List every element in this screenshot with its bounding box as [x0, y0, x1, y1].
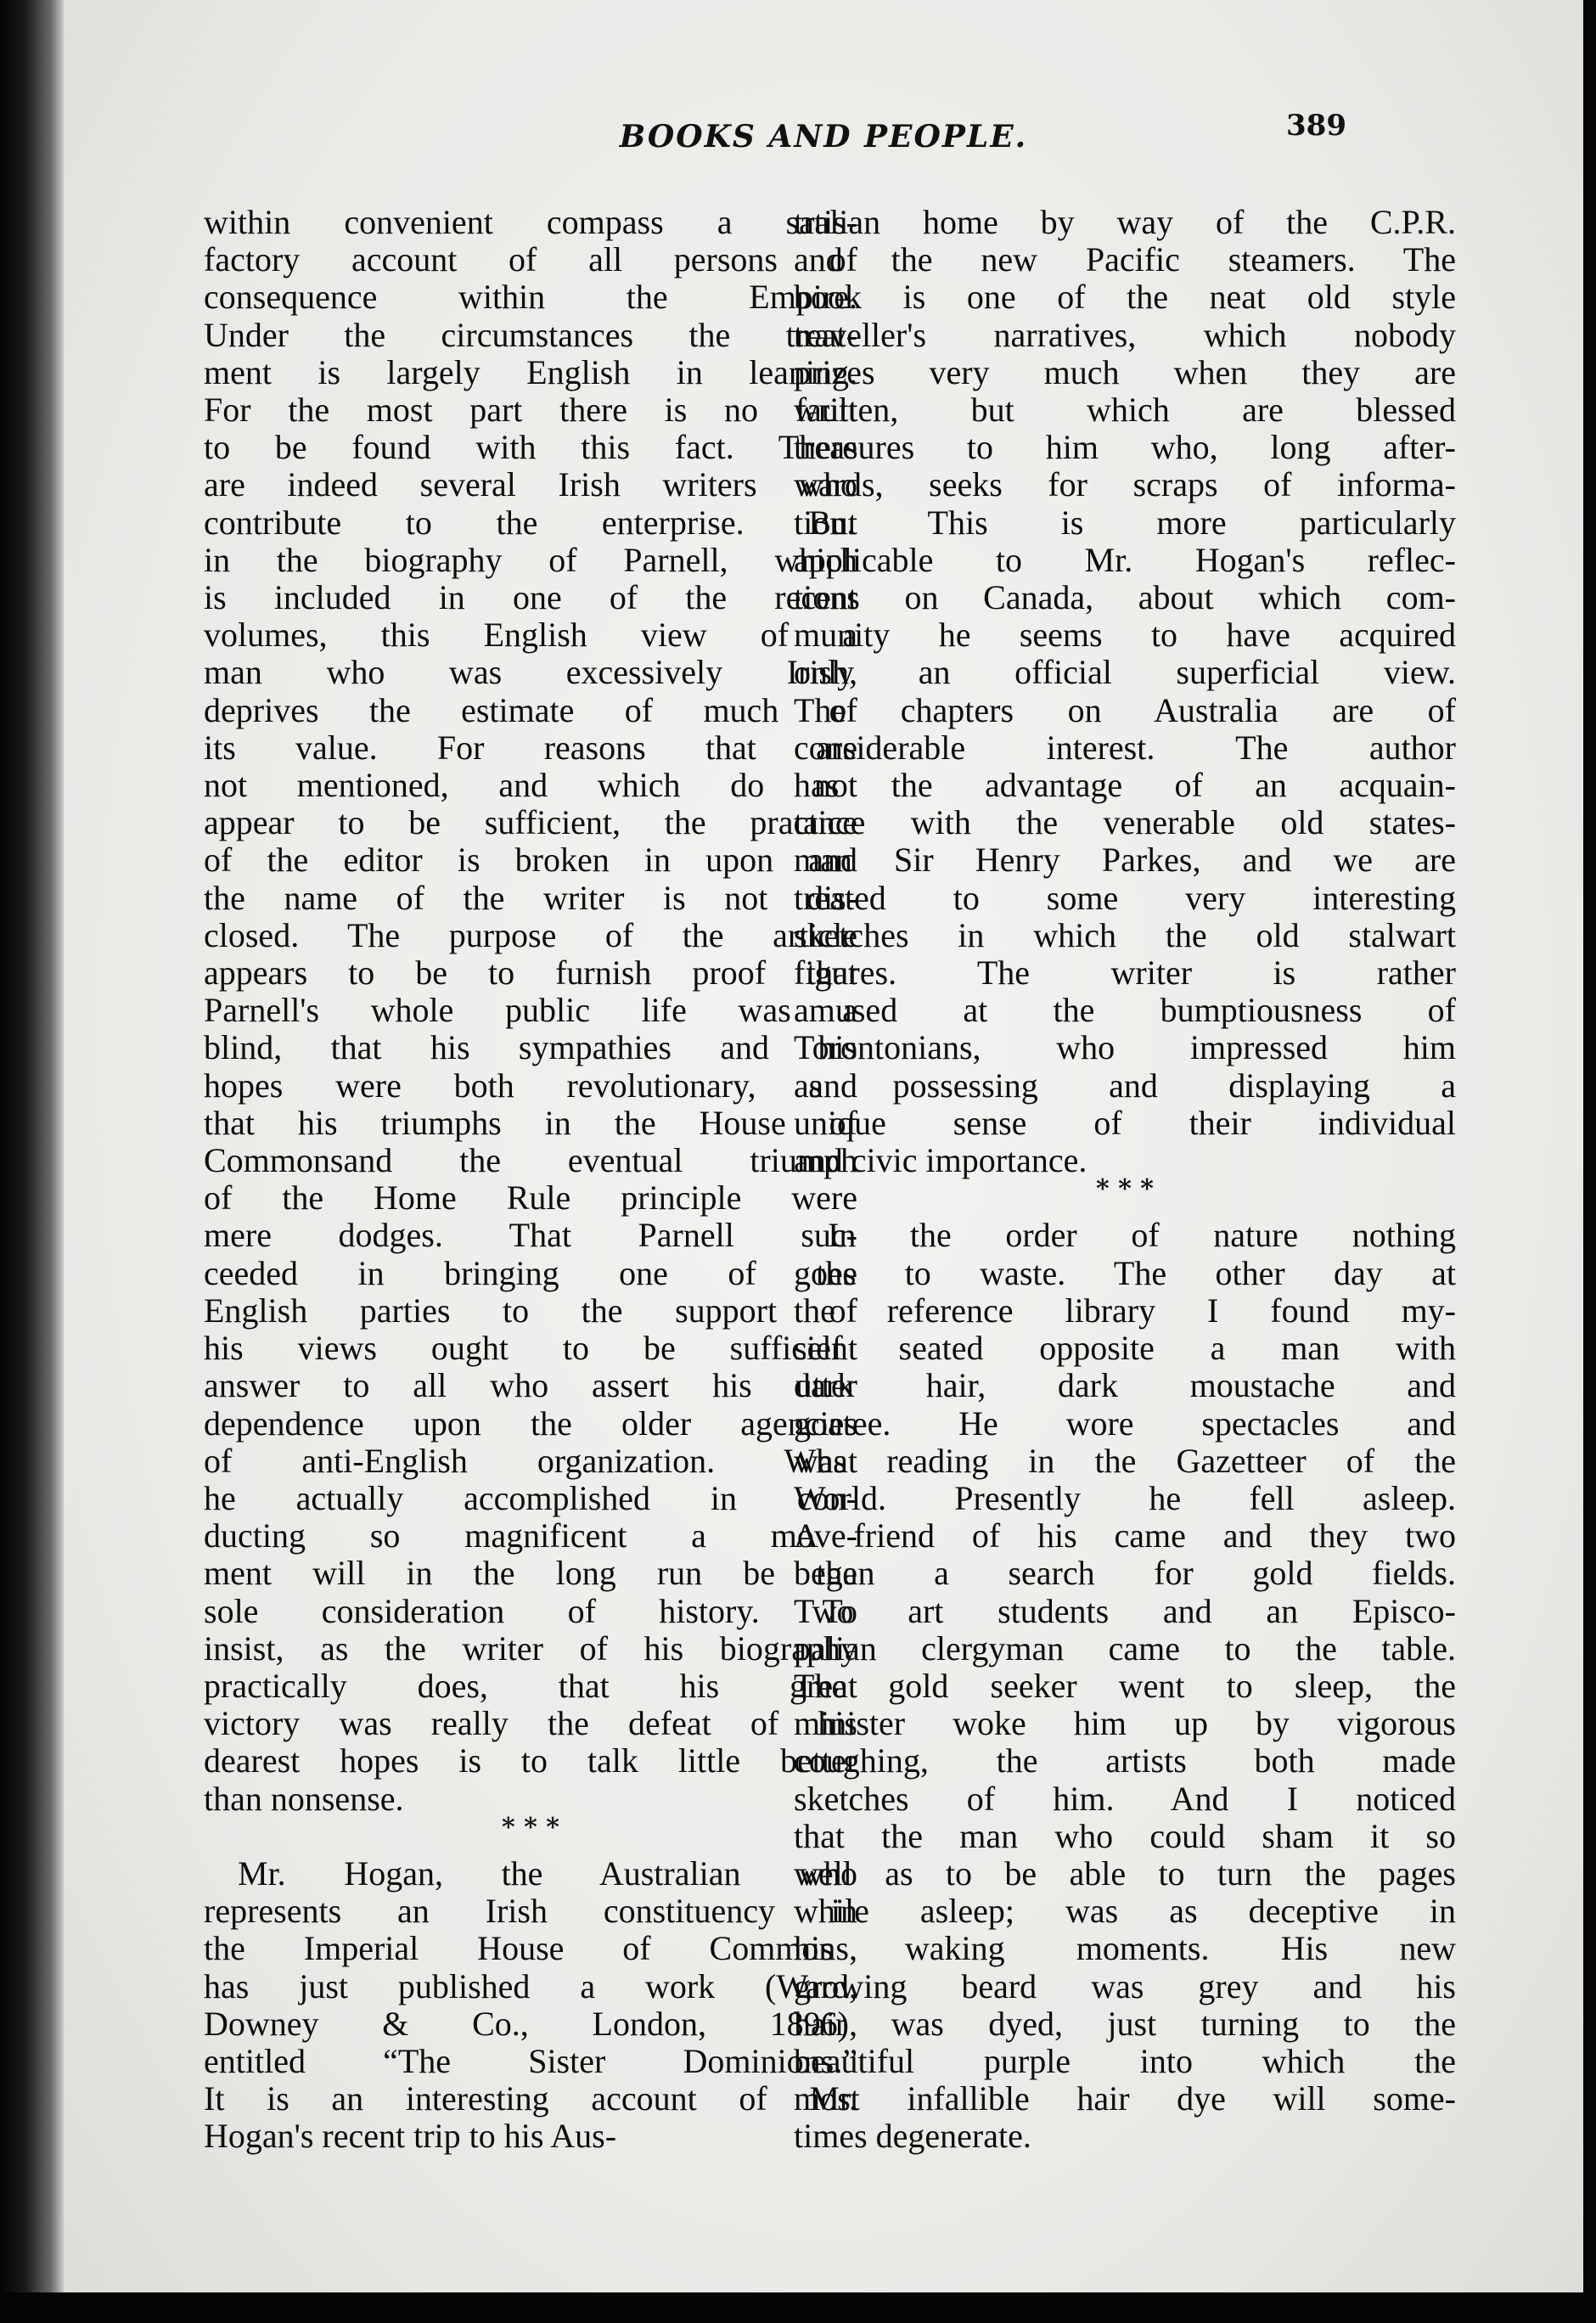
text-line: well as to be able to turn the pages [794, 1853, 1456, 1893]
text-line: The chapters on Australia are of [794, 690, 1456, 729]
text-line: tralian home by way of the C.P.R. [794, 203, 1456, 241]
text-line: Torontonians, who impressed him [794, 1028, 1456, 1067]
text-line: entitled “The Sister Dominions.” [204, 2041, 857, 2080]
text-line: Hogan's recent trip to his Aus- [204, 2117, 617, 2156]
text-line: book is one of the neat old style [794, 278, 1456, 317]
text-line: most infallible hair dye will some- [794, 2079, 1456, 2118]
text-line: applicable to Mr. Hogan's reflec- [794, 540, 1456, 579]
section-separator-asterism: * * * [502, 1812, 559, 1842]
text-line: tance with the venerable old states- [794, 803, 1456, 842]
text-line: It is an interesting account of Mr. [204, 2079, 857, 2118]
text-line: Commonsand the eventual triumph [204, 1141, 857, 1180]
text-line: practically does, that his great [204, 1666, 857, 1705]
text-line: hopes were both revolutionary, and [204, 1066, 857, 1105]
text-line: ceeded in bringing one of the [204, 1253, 857, 1292]
page-number: 389 [1286, 109, 1346, 143]
text-line: his views ought to be sufficient [204, 1329, 857, 1368]
text-line: munity he seems to have acquired [794, 616, 1456, 655]
text-line: his waking moments. His new [794, 1929, 1456, 1968]
text-line: written, but which are blessed [794, 391, 1456, 430]
text-line: man who was excessively Irish, [204, 653, 857, 692]
text-line: ment is largely English in leaning. [204, 352, 857, 391]
text-line: treated to some very interesting [794, 878, 1456, 917]
text-line: that the man who could sham it so [794, 1816, 1456, 1855]
text-line: and the new Pacific steamers. The [794, 240, 1456, 279]
text-line: was reading in the Gazetteer of the [794, 1441, 1456, 1480]
text-line: prizes very much when they are [794, 352, 1456, 391]
text-line: tion. This is more particularly [794, 503, 1456, 542]
text-line: in the biography of Parnell, which [204, 540, 857, 579]
scan-bottom-edge [0, 2292, 1596, 2323]
text-line: dearest hopes is to talk little better [204, 1741, 857, 1780]
text-line: coughing, the artists both made [794, 1741, 1456, 1780]
text-line: than nonsense. [204, 1779, 404, 1818]
scan-left-margin-shadow [0, 0, 64, 2323]
text-line: In the order of nature nothing [828, 1216, 1456, 1255]
text-line: has the advantage of an acquain- [794, 766, 1456, 805]
text-line: contribute to the enterprise. But [204, 503, 857, 542]
text-line: blind, that his sympathies and his [204, 1028, 857, 1067]
text-line: ment will in the long run be the [204, 1554, 857, 1593]
text-line: growing beard was grey and his [794, 1966, 1456, 2005]
text-line: palian clergyman came to the table. [794, 1628, 1456, 1668]
text-line: victory was really the defeat of his [204, 1704, 857, 1743]
text-line: The gold seeker went to sleep, the [794, 1666, 1456, 1705]
text-line: Two art students and an Episco- [794, 1591, 1456, 1630]
text-line: of the Home Rule principle were [204, 1178, 857, 1218]
text-line: appears to be to furnish proof that [204, 953, 857, 993]
text-line: figures. The writer is rather [794, 953, 1456, 993]
text-line: and civic importance. [794, 1141, 1087, 1180]
text-line: is included in one of the recent [204, 578, 857, 617]
text-line: the name of the writer is not dis- [204, 878, 857, 917]
text-line: mere dodges. That Parnell suc- [204, 1216, 857, 1255]
text-line: goes to waste. The other day at [794, 1253, 1456, 1292]
text-line: A friend of his came and they two [794, 1516, 1456, 1555]
text-line: appear to be sufficient, the practice [204, 803, 857, 842]
text-line: dark hair, dark moustache and [794, 1366, 1456, 1405]
right-column [794, 204, 1456, 2156]
text-line: as possessing and displaying a [794, 1066, 1456, 1105]
text-line: goatee. He wore spectacles and [794, 1403, 1456, 1443]
text-line: Under the circumstances the treat- [204, 315, 857, 354]
right-column-paragraph-library [794, 1217, 1456, 2155]
text-line: dependence upon the older agencies [204, 1403, 857, 1443]
text-line: beautiful purple into which the [794, 2041, 1456, 2080]
text-line: consequence within the Empire. [204, 278, 857, 317]
left-column-paragraph-hogan [204, 1855, 857, 2156]
text-line: of anti-English organization. What [204, 1441, 857, 1480]
text-line: minister woke him up by vigorous [794, 1704, 1456, 1743]
left-column-paragraph-parnell [204, 204, 857, 1818]
text-line: sketches of him. And I noticed [794, 1779, 1456, 1818]
text-line: amused at the bumptiousness of [794, 991, 1456, 1030]
text-line: not mentioned, and which do not [204, 766, 857, 805]
text-line: Downey & Co., London, 1896), [204, 2004, 857, 2043]
text-line: the Imperial House of Commons, [204, 1929, 857, 1968]
text-line: are indeed several Irish writers who [204, 465, 857, 504]
book-page [64, 0, 1583, 2292]
text-line: within convenient compass a satis- [204, 203, 857, 241]
text-line: its value. For reasons that are [204, 728, 857, 767]
text-line: represents an Irish constituency in [204, 1892, 857, 1931]
text-line: has just published a work (Ward, [204, 1966, 857, 2005]
text-line: he actually accomplished in con- [204, 1478, 857, 1517]
text-line: considerable interest. The author [794, 728, 1456, 767]
text-line: the reference library I found my- [794, 1291, 1456, 1330]
text-line: Parnell's whole public life was a [204, 991, 857, 1030]
text-line: unique sense of their individual [794, 1103, 1456, 1142]
text-line: factory account of all persons of [204, 240, 857, 279]
text-line: began a search for gold fields. [794, 1554, 1456, 1593]
text-line: For the most part there is no fault [204, 391, 857, 430]
text-line: deprives the estimate of much of [204, 690, 857, 729]
text-line: self seated opposite a man with [794, 1329, 1456, 1368]
text-line: sketches in which the old stalwart [794, 915, 1456, 954]
text-line: man Sir Henry Parkes, and we are [794, 841, 1456, 880]
text-line: English parties to the support of [204, 1291, 857, 1330]
right-column-paragraph-hogan-continued [794, 204, 1456, 1179]
text-line: traveller's narratives, which nobody [794, 315, 1456, 354]
text-line: World. Presently he fell asleep. [794, 1478, 1456, 1517]
running-header-title: BOOKS AND PEOPLE. [619, 119, 1028, 155]
text-line: hair was dyed, just turning to the [794, 2004, 1456, 2043]
text-line: while asleep; was as deceptive in [794, 1892, 1456, 1931]
text-line: that his triumphs in the House of [204, 1103, 857, 1142]
text-line: treasures to him who, long after- [794, 428, 1456, 467]
left-column [204, 204, 857, 2156]
text-line: insist, as the writer of his biography [204, 1628, 857, 1668]
section-separator-asterism: * * * [1096, 1174, 1154, 1205]
text-line: wards, seeks for scraps of informa- [794, 465, 1456, 504]
text-line: answer to all who assert his utter [204, 1366, 857, 1405]
text-line: tions on Canada, about which com- [794, 578, 1456, 617]
text-line: to be found with this fact. There [204, 428, 857, 467]
text-line: only an official superficial view. [794, 653, 1456, 692]
text-line: sole consideration of history. To [204, 1591, 857, 1630]
text-line: closed. The purpose of the article [204, 915, 857, 954]
text-line: of the editor is broken in upon and [204, 841, 857, 880]
text-line: times degenerate. [794, 2117, 1031, 2156]
text-line: volumes, this English view of a [204, 616, 857, 655]
text-line: ducting so magnificent a move- [204, 1516, 857, 1555]
text-line: Mr. Hogan, the Australian who [238, 1853, 857, 1893]
